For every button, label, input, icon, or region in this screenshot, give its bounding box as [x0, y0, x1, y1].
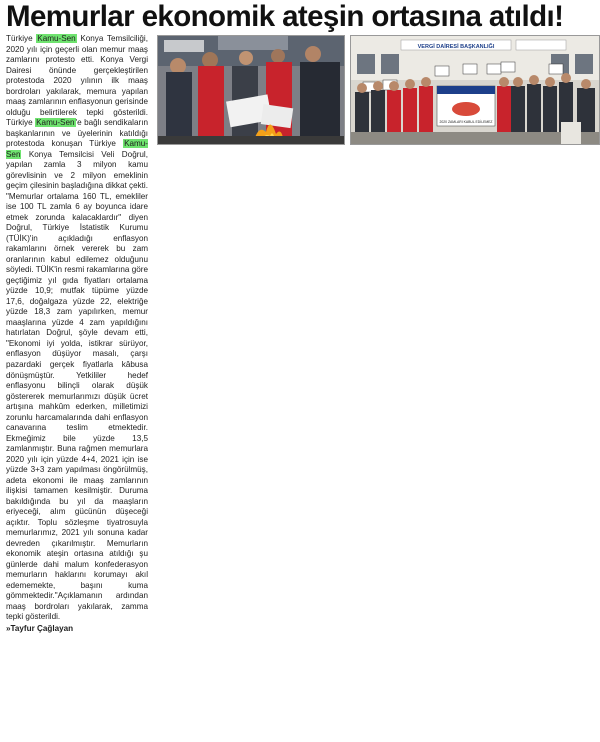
headline: Memurlar ekonomik ateşin ortasına atıldı! [6, 0, 564, 33]
org-highlight: Kamu-Sen [6, 139, 148, 159]
body-text-3: 'e bağlı sendikaların başkanlarının ve üyelerinin katıldığı protestoda konuşan Türkiye [6, 118, 148, 149]
byline: »Tayfur Çağlayan [6, 623, 74, 633]
body-text-1: Türkiye [6, 34, 37, 43]
protest-group-photo [350, 35, 600, 145]
article-body [6, 34, 148, 634]
article-paragraph [6, 34, 148, 623]
org-highlight: Kamu-Sen [37, 34, 76, 43]
building-sign: VERGİ DAİRESİ BAŞKANLIĞI [417, 44, 495, 50]
body-text-4: Konya Temsilcisi Veli Doğrul, yapılan zamla 3 milyon kamu görevlisinin ve 2 milyon emeklinin geçim çilesinin başladığına dikkat çekti. "Memurlar ortalama 160 TL, emekliler ise 100 TL zamla 6 ay boyunca idare etmek zorunda kalacaklardır" diyen Doğrul, Türkiye İstatistik Kurumu (TÜİK)'in açıkladığı enflasyon rakamlarını örnek vererek bu zam oranlarının kabul edilemez olduğunu söyledi. TÜİK'in resmi rakamlarına göre geçtiğimiz yıl gıda fiyatları ortalama yüzde 10,9; mutfak tüpüme yüzde 17,6, doğalgaza yüzde 22, elektriğe yüzde 18,3 zam yapılırken, memur maaşlarına yüzde 4 zam yapıldığını hatırlatan Doğrul, şöyle devam etti, "Ekonomi iyi yolda, istikrar sürüyor, enflasyon düşüyor masalı, çarşı pazardaki gerçek fiyatlarla kâbusa dönüşmüştür. Yetkililer hedef enflasyonu bilinçli olarak düşük göstererek memurlarımızı düşük ücret artışına mahkûm ederken, milletimizi zorunlu harcamalarında dahi enflasyon canavarına teslim etmektedir. Ekmeğimiz bile yüzde 13,5 zamlanmıştır. Buna rağmen memurlara 2020 yılı için yüzde 4+4, 2021 için ise yüzde 3+3 zam yapılması öngörülmüş, adeta ekonomi ile maaş zamlarının ilişkisi tamamen kesilmiştir. Duruma bakıldığında bu yıl da maaşların eriyeceği, alım gücünün düşeceği açıktır. Toplu sözleşme tiyatrosuyla memurlarımız, 2021 yılı sonuna kadar devreden çıkarılmıştır. Memurların ekonomik ateşin ortasına atıldığı şu günlerde dahi malum konfederasyon memurların haklarını korumayı akıl edememekte, başını kuma gömmektedir."Açıklamanın ardından maaş bordroları yakılarak, zamma tepki gösterildi. [6, 149, 148, 622]
protest-bordro-burning-photo [157, 35, 345, 145]
org-highlight: Kamu-Sen [36, 118, 75, 128]
banner-text: 2020 ZAMLARI KABUL EDİLEMEZ [439, 120, 493, 124]
body-text-2: Konya Temsilciliği, 2020 yılı için geçerli olan memur maaş zamlarını protesto etti. Konya Vergi Dairesi önünde gerçekleştirilen protestoda 2020 yılının ilk maaş bordroları yakılarak, memura yapılan maaş zamlarının enflasyonun gerisinde olduğu belirtilerek tepki gösterildi. Türkiye [6, 34, 148, 128]
